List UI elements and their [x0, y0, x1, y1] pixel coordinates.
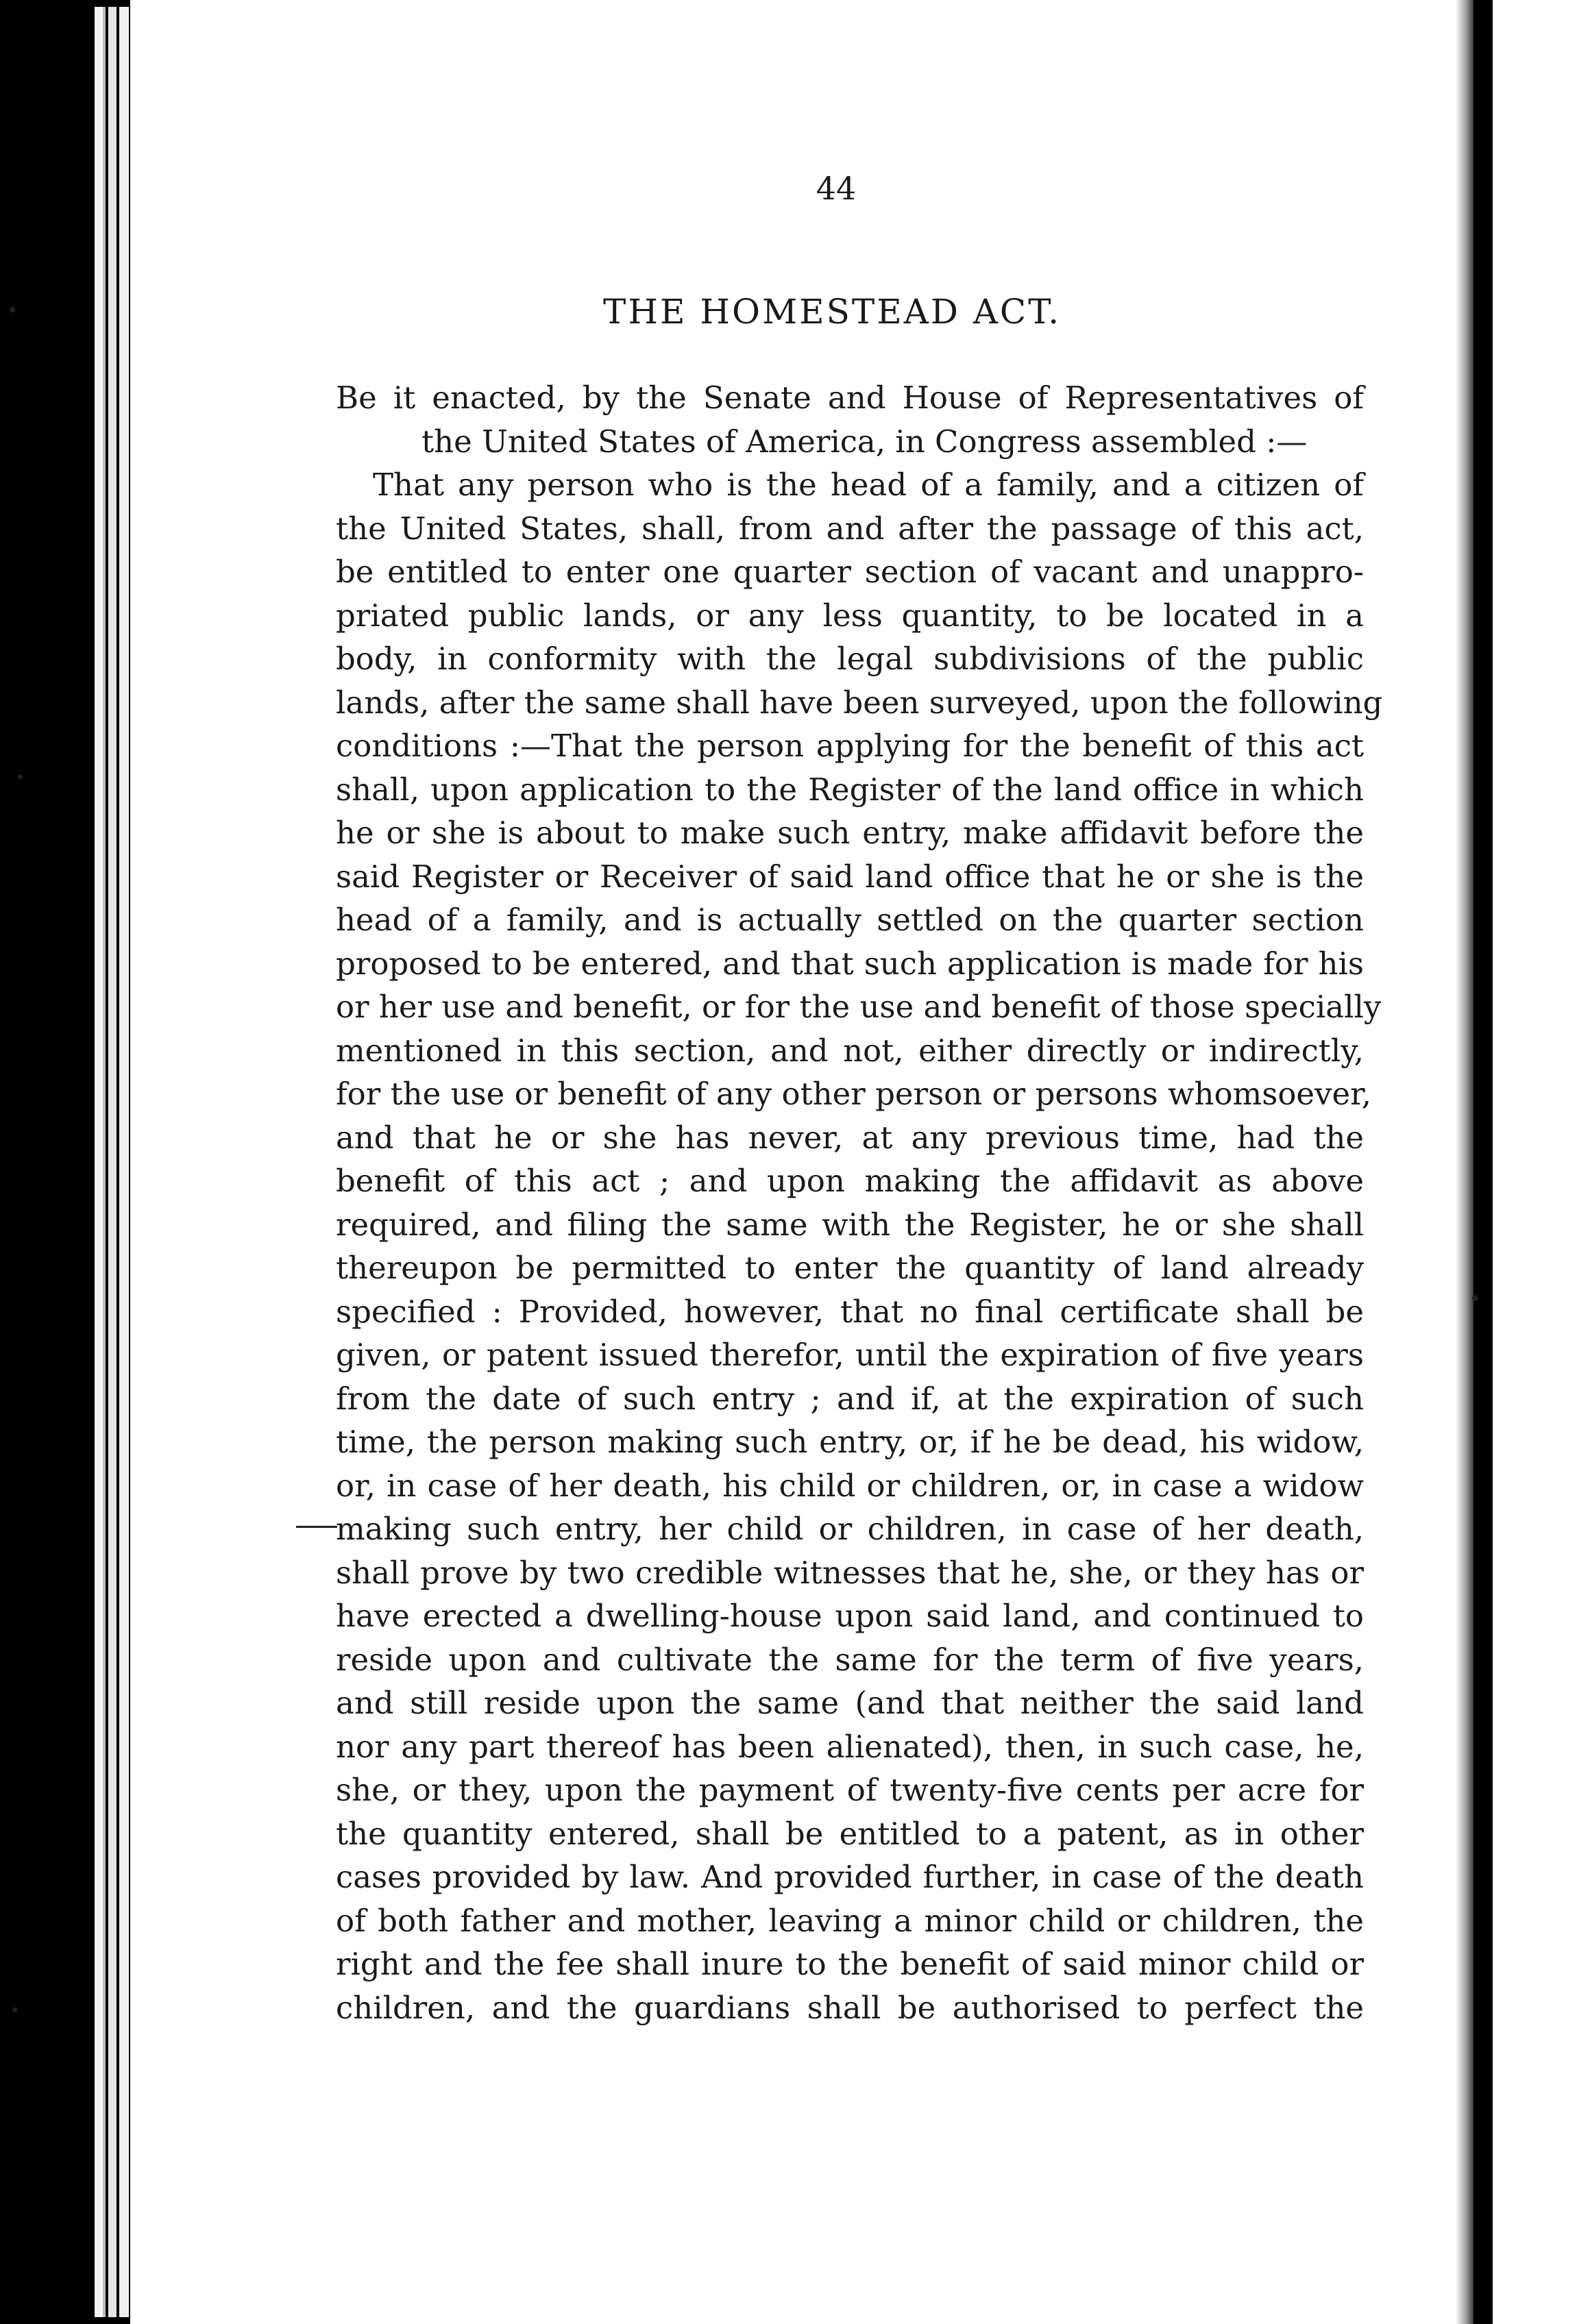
text-line: the quantity entered, shall be entitled to a patent, as in other [336, 1815, 1364, 1852]
enacting-clause-line: the United States of America, in Congress assembled :— [421, 423, 1308, 460]
page-title: THE HOMESTEAD ACT. [603, 292, 1062, 332]
text-line: said Register or Receiver of said land office that he or she is the [336, 858, 1364, 895]
text-line: children, and the guardians shall be authorised to perfect the [336, 1989, 1364, 2026]
text-line: or her use and benefit, or for the use and benefit of those specially [336, 989, 1382, 1025]
text-line: he or she is about to make such entry, make affidavit before the [336, 815, 1364, 851]
text-line: proposed to be entered, and that such application is made for his [336, 945, 1364, 982]
act-text [336, 376, 1383, 2029]
enacting-clause-line: Be it enacted, by the Senate and House of Representatives of [336, 380, 1364, 416]
text-line: and that he or she has never, at any previous time, had the [336, 1119, 1364, 1156]
page-gutter-shadow [1456, 0, 1473, 2324]
text-line: conditions :—That the person applying for the benefit of this act [336, 728, 1364, 764]
scan-speck [12, 2007, 17, 2012]
text-line: and still reside upon the same (and that neither the said land [336, 1685, 1364, 1721]
text-line: head of a family, and is actually settled on the quarter section [336, 902, 1364, 938]
text-line: making such entry, her child or children, in case of her death, [336, 1511, 1364, 1547]
text-line: That any person who is the head of a family, and a citizen of [373, 467, 1364, 503]
text-line: be entitled to enter one quarter section of vacant and unappro- [336, 554, 1364, 590]
text-line: thereupon be permitted to enter the quantity of land already [336, 1250, 1364, 1286]
margin-mark [296, 1526, 337, 1528]
text-line: nor any part thereof has been alienated), then, in such case, he, [336, 1728, 1364, 1765]
text-line: or, in case of her death, his child or children, or, in case a widow [336, 1467, 1364, 1504]
page-edge [103, 7, 106, 2317]
text-line: cases provided by law. And provided further, in case of the death [336, 1859, 1364, 1895]
text-line: from the date of such entry ; and if, at the expiration of such [336, 1380, 1364, 1417]
text-line: required, and filing the same with the Register, he or she shall [336, 1206, 1364, 1243]
text-line: for the use or benefit of any other person or persons whomsoever, [336, 1076, 1371, 1112]
text-line: given, or patent issued therefor, until the expiration of five years [336, 1337, 1364, 1373]
text-line: benefit of this act ; and upon making the affidavit as above [336, 1163, 1364, 1199]
text-line: body, in conformity with the legal subdivisions of the public [336, 641, 1364, 677]
text-line: the United States, shall, from and after the passage of this act, [336, 510, 1364, 547]
facing-page-edge [1493, 0, 1590, 2324]
text-line: priated public lands, or any less quantity, to be located in a [336, 597, 1364, 634]
page-number: 44 [816, 170, 857, 207]
text-line: lands, after the same shall have been surveyed, upon the following [336, 684, 1383, 721]
page-edge [108, 7, 117, 2317]
scan-speck [18, 774, 23, 779]
text-line: time, the person making such entry, or, if he be dead, his widow, [336, 1424, 1364, 1460]
text-line: shall prove by two credible witnesses that he, she, or they has or [336, 1554, 1364, 1591]
text-line: she, or they, upon the payment of twenty-five cents per acre for [336, 1772, 1364, 1808]
text-line: specified : Provided, however, that no final certificate shall be [336, 1293, 1364, 1330]
text-line: have erected a dwelling-house upon said land, and continued to [336, 1598, 1364, 1634]
scan-speck [10, 307, 15, 312]
page-edge [119, 7, 129, 2317]
text-line: mentioned in this section, and not, either directly or indirectly, [336, 1032, 1364, 1069]
scan-speck [1472, 1295, 1478, 1301]
text-line: reside upon and cultivate the same for the term of five years, [336, 1641, 1364, 1678]
text-line: right and the fee shall inure to the benefit of said minor child or [336, 1946, 1364, 1982]
text-line: of both father and mother, leaving a minor child or children, the [336, 1902, 1364, 1939]
text-line: shall, upon application to the Register of the land office in which [336, 771, 1364, 808]
